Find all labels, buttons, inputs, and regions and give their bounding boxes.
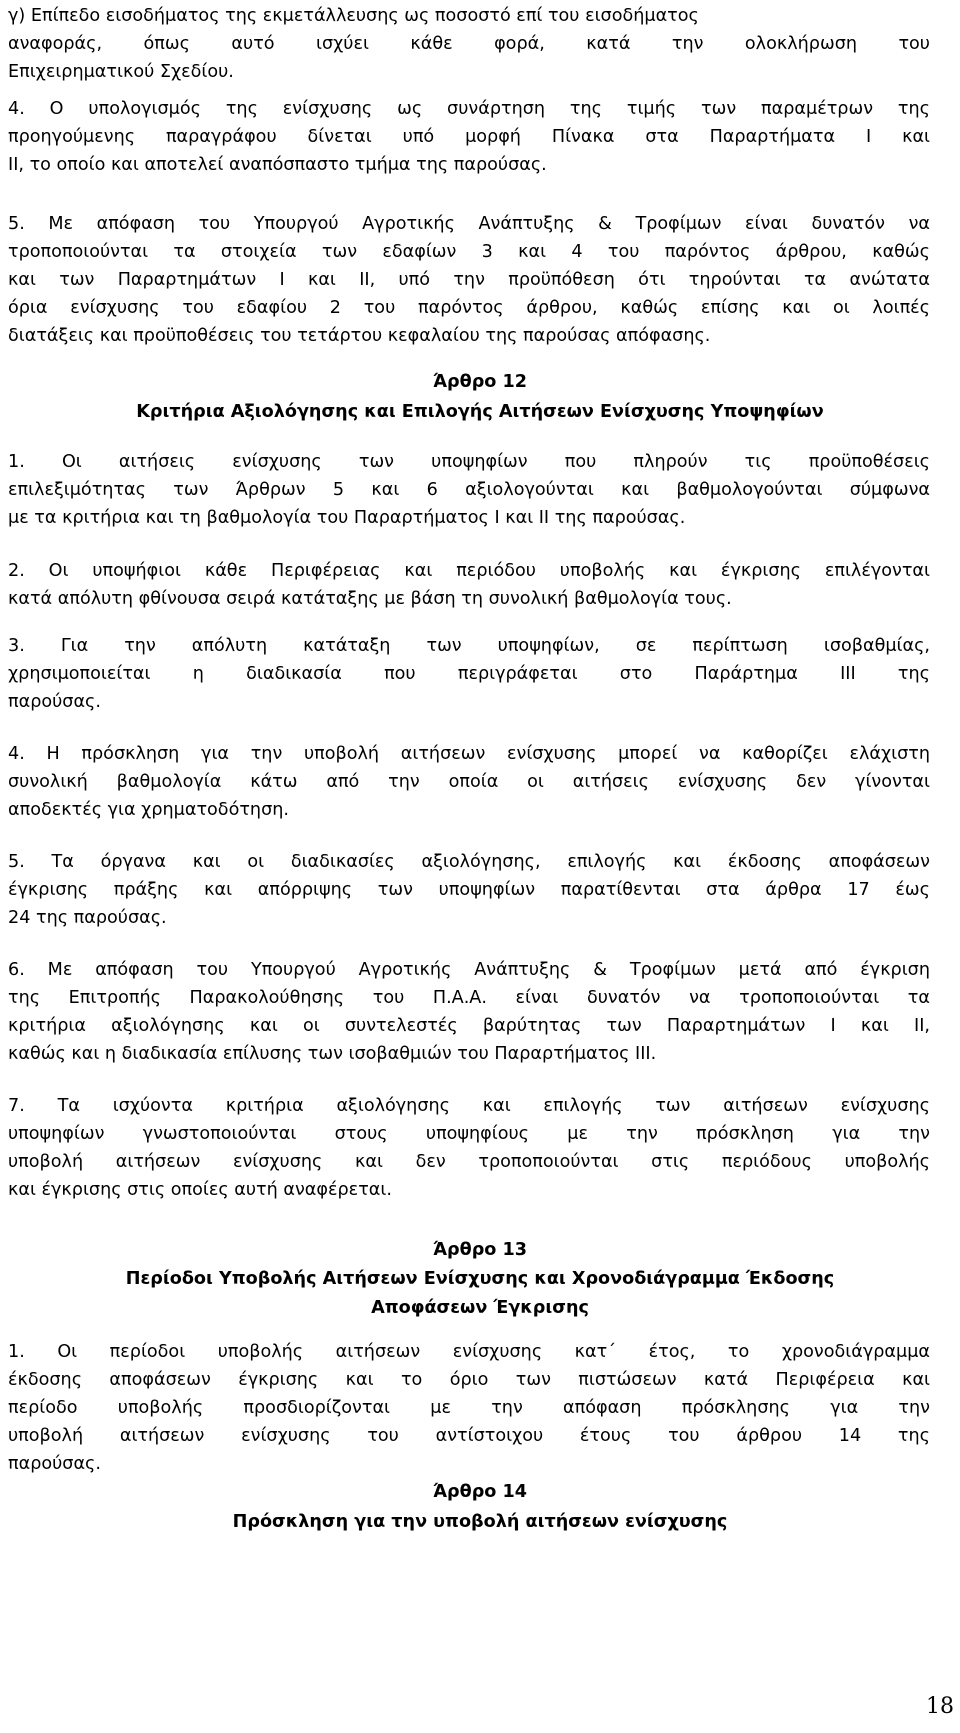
text-line: 5. Με απόφαση του Υπουργού Αγροτικής Ανάπτυξης & Τροφίμων είναι δυνατόν να xyxy=(8,214,930,234)
heading-line: Άρθρο 13 xyxy=(433,1240,527,1260)
text-line: έγκρισης πράξης και απόρριψης των υποψηφίων παρατίθενται στα άρθρα 17 έως xyxy=(8,880,930,900)
text-line: κατά απόλυτη φθίνουσα σειρά κατάταξης με βάση τη συνολική βαθμολογία τους. xyxy=(8,589,732,609)
text-line: 5. Τα όργανα και οι διαδικασίες αξιολόγησης, επιλογής και έκδοσης αποφάσεων xyxy=(8,852,930,872)
text-line: γ) Επίπεδο εισοδήματος της εκμετάλλευσης ως ποσοστό επί του εισοδήματος xyxy=(8,6,699,26)
text-line: καθώς και η διαδικασία επίλυσης των ισοβαθμιών του Παραρτήματος ΙΙΙ. xyxy=(8,1044,657,1064)
text-line: υποβολή αιτήσεων ενίσχυσης του αντίστοιχου έτους του άρθρου 14 της xyxy=(8,1426,930,1446)
text-line: υποβολή αιτήσεων ενίσχυσης και δεν τροποποιούνται στις περιόδους υποβολής xyxy=(8,1152,930,1172)
text-line: και των Παραρτημάτων Ι και ΙΙ, υπό την προϋπόθεση ότι τηρούνται τα ανώτατα xyxy=(8,270,930,290)
text-line: παρούσας. xyxy=(8,1454,101,1474)
text-line: κριτήρια αξιολόγησης και οι συντελεστές βαρύτητας των Παραρτημάτων Ι και ΙΙ, xyxy=(8,1016,930,1036)
text-line: υποψηφίων γνωστοποιούνται στους υποψηφίους με την πρόσκληση για την xyxy=(8,1124,930,1144)
text-line: 2. Οι υποψήφιοι κάθε Περιφέρειας και περιόδου υποβολής και έγκρισης επιλέγονται xyxy=(8,561,930,581)
heading-line: Πρόσκληση για την υποβολή αιτήσεων ενίσχυσης xyxy=(232,1512,728,1532)
page-number: 18 xyxy=(926,1694,954,1719)
text-line: αναφοράς, όπως αυτό ισχύει κάθε φορά, κατά την ολοκλήρωση του xyxy=(8,34,930,54)
text-line: αποδεκτές για χρηματοδότηση. xyxy=(8,800,289,820)
text-line: 3. Για την απόλυτη κατάταξη των υποψηφίων, σε περίπτωση ισοβαθμίας, xyxy=(8,636,930,656)
heading-line: Άρθρο 14 xyxy=(433,1482,527,1502)
text-line: 1. Οι αιτήσεις ενίσχυσης των υποψηφίων που πληρούν τις προϋποθέσεις xyxy=(8,452,930,472)
text-line: επιλεξιμότητας των Άρθρων 5 και 6 αξιολογούνται και βαθμολογούνται σύμφωνα xyxy=(8,480,930,500)
text-line: έκδοσης αποφάσεων έγκρισης και το όριο των πιστώσεων κατά Περιφέρεια και xyxy=(8,1370,930,1390)
text-line: με τα κριτήρια και τη βαθμολογία του Παραρτήματος Ι και ΙΙ της παρούσας. xyxy=(8,508,686,528)
text-line: και έγκρισης στις οποίες αυτή αναφέρεται. xyxy=(8,1180,392,1200)
text-line: παρούσας. xyxy=(8,692,101,712)
heading-line: Άρθρο 12 xyxy=(433,372,527,392)
text-line: 4. Η πρόσκληση για την υποβολή αιτήσεων ενίσχυσης μπορεί να καθορίζει ελάχιστη xyxy=(8,744,930,764)
text-line: ΙΙ, το οποίο και αποτελεί αναπόσπαστο τμήμα της παρούσας. xyxy=(8,155,547,175)
text-line: διατάξεις και προϋποθέσεις του τετάρτου κεφαλαίου της παρούσας απόφασης. xyxy=(8,326,711,346)
text-line: 4. Ο υπολογισμός της ενίσχυσης ως συνάρτηση της τιμής των παραμέτρων της xyxy=(8,99,930,119)
text-line: Επιχειρηματικού Σχεδίου. xyxy=(8,62,234,82)
text-line: συνολική βαθμολογία κάτω από την οποία οι αιτήσεις ενίσχυσης δεν γίνονται xyxy=(8,772,930,792)
text-line: περίοδο υποβολής προσδιορίζονται με την απόφαση πρόσκλησης για την xyxy=(8,1398,930,1418)
text-line: τροποποιούνται τα στοιχεία των εδαφίων 3 και 4 του παρόντος άρθρου, καθώς xyxy=(8,242,930,262)
text-line: 1. Οι περίοδοι υποβολής αιτήσεων ενίσχυσης κατ΄ έτος, το χρονοδιάγραμμα xyxy=(8,1342,930,1362)
text-line: της Επιτροπής Παρακολούθησης του Π.Α.Α. είναι δυνατόν να τροποποιούνται τα xyxy=(8,988,930,1008)
text-line: 7. Τα ισχύοντα κριτήρια αξιολόγησης και επιλογής των αιτήσεων ενίσχυσης xyxy=(8,1096,930,1116)
heading-line: Περίοδοι Υποβολής Αιτήσεων Ενίσχυσης και Χρονοδιάγραμμα Έκδοσης xyxy=(125,1269,835,1289)
text-line: 6. Με απόφαση του Υπουργού Αγροτικής Ανάπτυξης & Τροφίμων μετά από έγκριση xyxy=(8,960,930,980)
heading-line: Αποφάσεων Έγκρισης xyxy=(371,1298,589,1318)
heading-line: Κριτήρια Αξιολόγησης και Επιλογής Αιτήσεων Ενίσχυσης Υποψηφίων xyxy=(136,402,824,422)
text-line: όρια ενίσχυσης του εδαφίου 2 του παρόντος άρθρου, καθώς επίσης και οι λοιπές xyxy=(8,298,930,318)
text-line: χρησιμοποιείται η διαδικασία που περιγράφεται στο Παράρτημα ΙΙΙ της xyxy=(8,664,930,684)
text-line: 24 της παρούσας. xyxy=(8,908,167,928)
text-line: προηγούμενης παραγράφου δίνεται υπό μορφή Πίνακα στα Παραρτήματα Ι και xyxy=(8,127,930,147)
